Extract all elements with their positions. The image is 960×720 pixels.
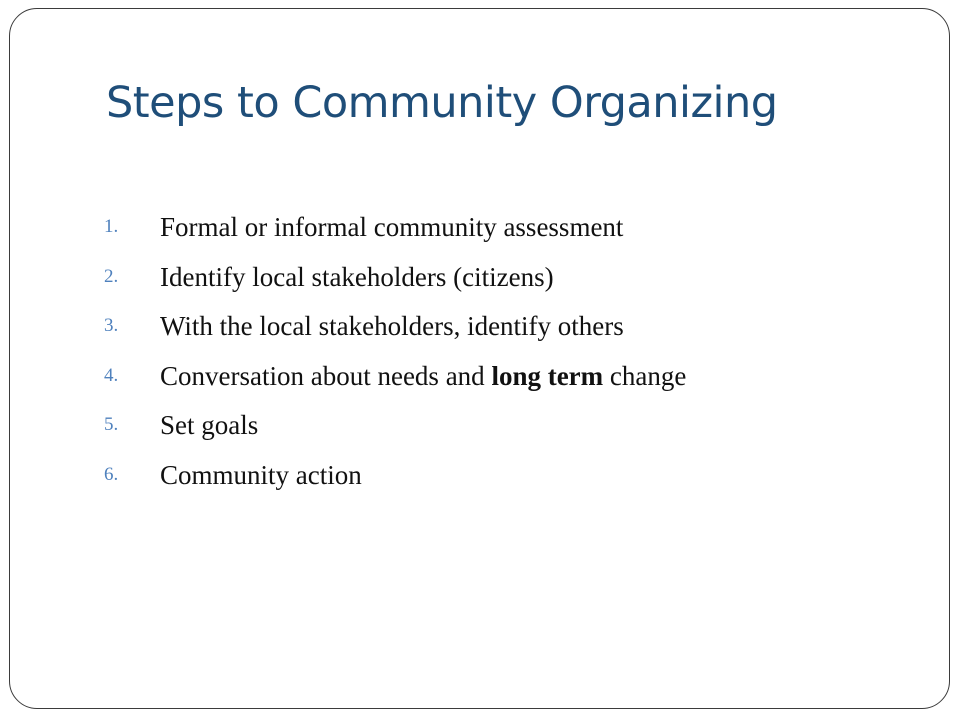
- step-text: Community action: [160, 459, 362, 490]
- step-number: 2.: [104, 265, 119, 287]
- list-item: [104, 405, 686, 455]
- list-item: [104, 207, 686, 257]
- step-number: 3.: [104, 315, 119, 337]
- step-number: 1.: [104, 216, 119, 237]
- slide-title: Steps to Community Organizing: [106, 78, 778, 128]
- list-item: [104, 455, 686, 505]
- step-text: With the local stakeholders, identify others: [160, 311, 624, 342]
- step-text-bold: long term: [491, 360, 604, 391]
- list-item: [104, 257, 686, 307]
- step-number: 5.: [104, 414, 119, 436]
- step-text: [160, 356, 686, 396]
- step-text: Set goals: [160, 410, 259, 441]
- step-number: 4.: [104, 364, 119, 386]
- step-text-before: Conversation about needs and: [160, 360, 492, 391]
- step-text: Formal or informal community assessment: [160, 212, 624, 242]
- steps-list: [104, 207, 686, 505]
- list-item: [104, 356, 686, 406]
- step-number: 6.: [104, 463, 119, 485]
- step-text-after: change: [603, 360, 687, 391]
- step-text: Identify local stakeholders (citizens): [160, 261, 554, 292]
- list-item: [104, 306, 686, 356]
